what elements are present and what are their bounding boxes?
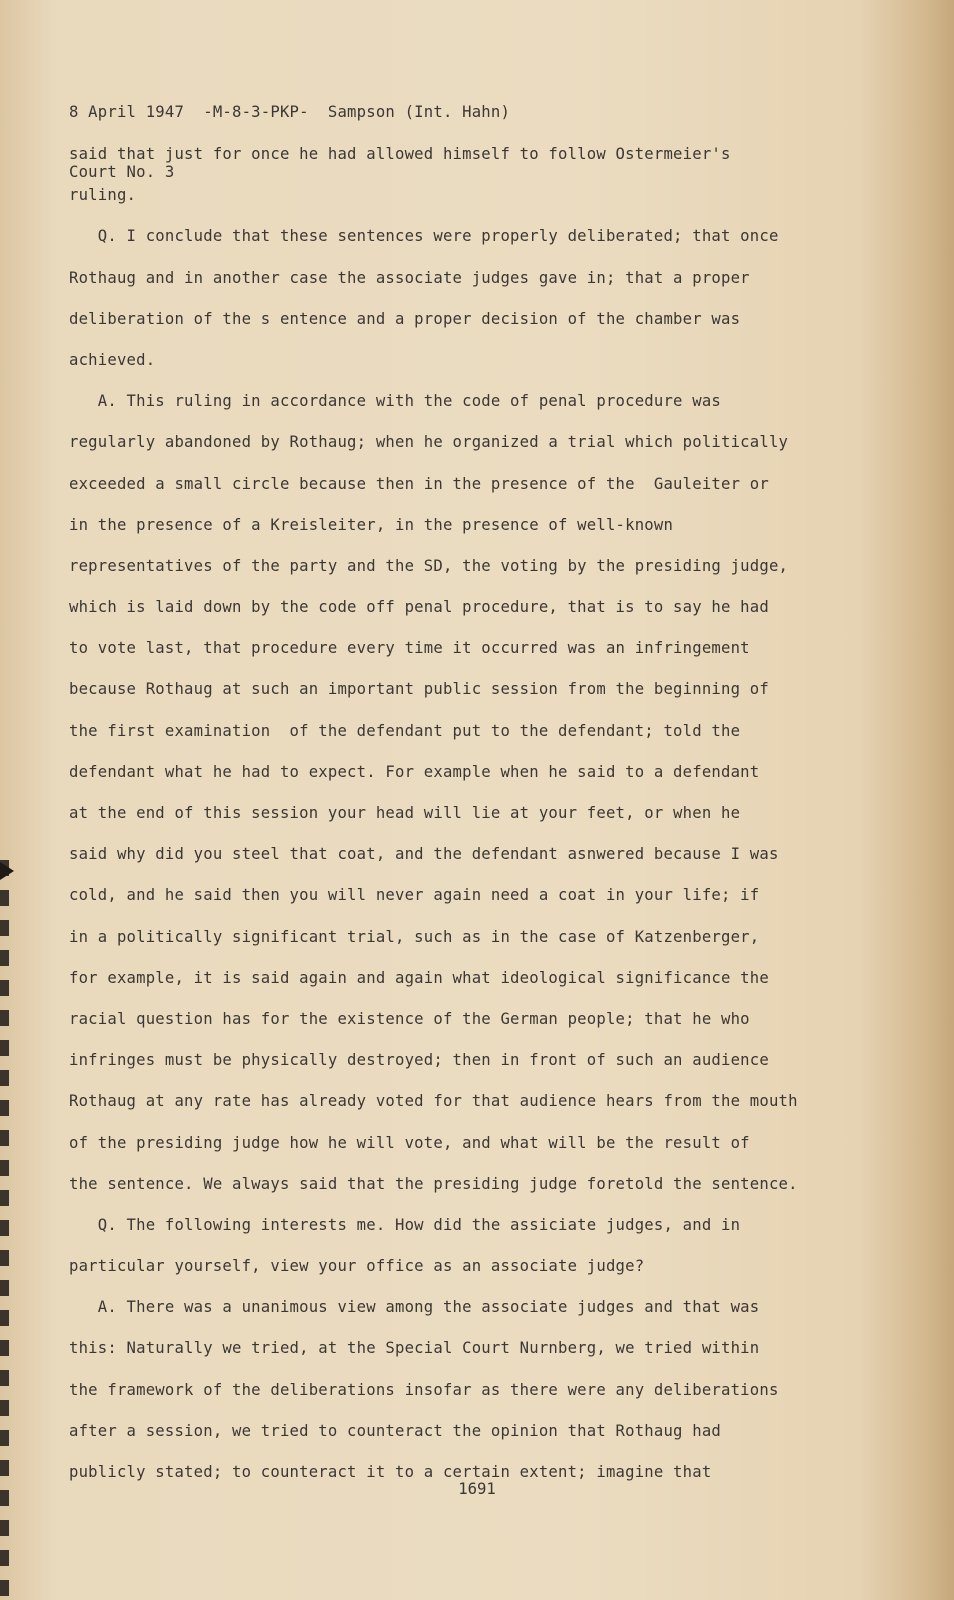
transcript-line: Q. The following interests me. How did the assiciate judges, and in: [69, 1215, 741, 1234]
transcript-line: A. There was a unanimous view among the associate judges and that was: [69, 1298, 760, 1317]
transcript-line: at the end of this session your head will lie at your feet, or when he: [69, 804, 741, 822]
transcript-line: A. This ruling in accordance with the code of penal procedure was: [69, 392, 721, 411]
transcript-line: said that just for once he had allowed himself to follow Ostermeier's: [69, 145, 731, 163]
transcript-line: publicly stated; to counteract it to a certain extent; imagine that: [69, 1463, 712, 1481]
transcript-line: infringes must be physically destroyed; then in front of such an audience: [69, 1051, 769, 1070]
transcript-line: representatives of the party and the SD, the voting by the presiding judge,: [69, 556, 789, 575]
transcript-line: the first examination of the defendant put to the defendant; told the: [69, 721, 741, 740]
transcript-line: deliberation of the s entence and a proper decision of the chamber was: [69, 309, 741, 328]
transcript-line: defendant what he had to expect. For example when he said to a defendant: [69, 762, 760, 781]
transcript-line: said why did you steel that coat, and the defendant asnwered because I was: [69, 845, 779, 864]
transcript-line: in a politically significant trial, such as in the case of Katzenberger,: [69, 927, 760, 946]
transcript-line: exceeded a small circle because then in the presence of the Gauleiter or: [69, 474, 769, 493]
transcript-line: cold, and he said then you will never again need a coat in your life; if: [69, 886, 760, 905]
transcript-line: which is laid down by the code off penal procedure, that is to say he had: [69, 598, 769, 617]
transcript-line: regularly abandoned by Rothaug; when he organized a trial which politically: [69, 433, 789, 452]
transcript-line: Rothaug at any rate has already voted for that audience hears from the mouth: [69, 1092, 798, 1111]
page-number: 1691: [458, 1480, 496, 1498]
transcript-line: the sentence. We always said that the presiding judge foretold the sentence.: [69, 1174, 798, 1193]
transcript-line: because Rothaug at such an important public session from the beginning of: [69, 680, 769, 699]
transcript-line: in the presence of a Kreisleiter, in the presence of well-known: [69, 515, 674, 534]
transcript-line: this: Naturally we tried, at the Special Court Nurnberg, we tried within: [69, 1339, 760, 1358]
transcript-body: [69, 144, 798, 1503]
margin-arrow-mark: [0, 862, 14, 880]
transcript-line: to vote last, that procedure every time it occurred was an infringement: [69, 639, 750, 658]
header-date-line: 8 April 1947 -M-8-3-PKP- Sampson (Int. Hahn): [69, 103, 511, 121]
transcript-line: after a session, we tried to counteract the opinion that Rothaug had: [69, 1421, 721, 1440]
transcript-line: particular yourself, view your office as an associate judge?: [69, 1257, 645, 1276]
transcript-line: of the presiding judge how he will vote, and what will be the result of: [69, 1133, 750, 1152]
header-court-line: Court No. 3: [69, 163, 175, 181]
transcript-line: achieved.: [69, 350, 156, 369]
transcript-line: ruling.: [69, 186, 137, 205]
transcript-line: Q. I conclude that these sentences were properly deliberated; that once: [69, 227, 779, 246]
transcript-line: Rothaug and in another case the associate judges gave in; that a proper: [69, 268, 750, 287]
transcript-line: the framework of the deliberations insofar as there were any deliberations: [69, 1380, 779, 1399]
transcript-line: for example, it is said again and again what ideological significance the: [69, 968, 769, 987]
transcript-line: racial question has for the existence of the German people; that he who: [69, 1009, 750, 1028]
